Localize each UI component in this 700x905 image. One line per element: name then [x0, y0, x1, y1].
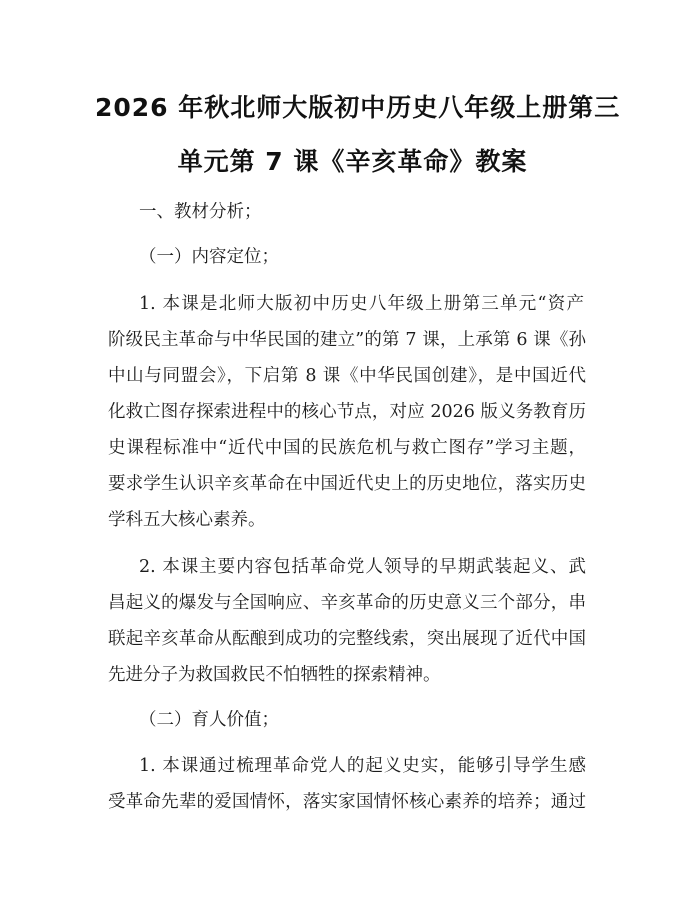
paragraph-2-line-1: 2. 本课主要内容包括革命党人领导的早期武装起义、武 [139, 557, 586, 577]
paragraph-2-line-4: 先进分子为救国救民不怕牺牲的探索精神。 [108, 665, 441, 685]
paragraph-1-line-2: 阶级民主革命与中华民国的建立”的第 7 课，上承第 6 课《孙 [108, 330, 586, 350]
paragraph-3-line-2: 受革命先辈的爱国情怀，落实家国情怀核心素养的培养；通过 [108, 792, 586, 812]
paragraph-1-line-6: 要求学生认识辛亥革命在中国近代史上的历史地位，落实历史 [108, 474, 586, 494]
section-heading-textbook-analysis: 一、教材分析； [139, 202, 262, 222]
paragraph-1-line-5: 史课程标准中“近代中国的民族危机与救亡图存”学习主题， [108, 438, 586, 458]
subsection-heading-content-positioning: （一）内容定位； [139, 247, 279, 267]
paragraph-2-line-3: 联起辛亥革命从酝酿到成功的完整线索，突出展现了近代中国 [108, 629, 586, 649]
paragraph-1-line-7: 学科五大核心素养。 [108, 510, 266, 530]
document-title-line-2: 单元第 7 课《辛亥革命》教案 [177, 147, 528, 176]
paragraph-3-line-1: 1. 本课通过梳理革命党人的起义史实，能够引导学生感 [139, 756, 586, 776]
paragraph-1-line-4: 化救亡图存探索进程中的核心节点，对应 2026 版义务教育历 [108, 402, 586, 422]
paragraph-1-line-1: 1. 本课是北师大版初中历史八年级上册第三单元“资产 [139, 294, 584, 314]
paragraph-2-line-2: 昌起义的爆发与全国响应、辛亥革命的历史意义三个部分，串 [108, 593, 586, 613]
document-title-line-1: 2026 年秋北师大版初中历史八年级上册第三 [95, 93, 621, 122]
subsection-heading-educational-value: （二）育人价值； [139, 710, 279, 730]
paragraph-1-line-3: 中山与同盟会》，下启第 8 课《中华民国创建》，是中国近代 [108, 366, 586, 386]
